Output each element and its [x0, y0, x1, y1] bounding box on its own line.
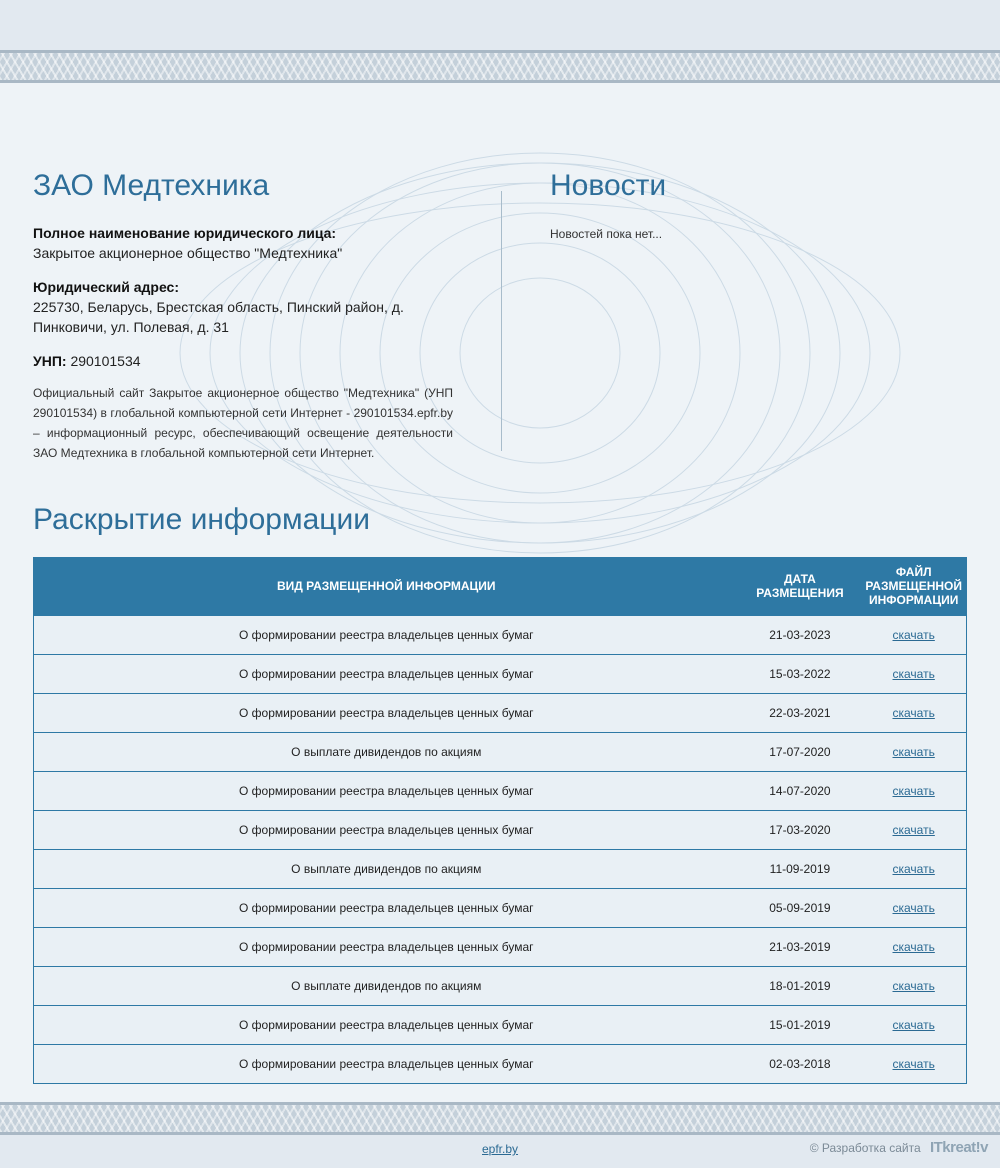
- developer-text: © Разработка сайта: [809, 1141, 921, 1155]
- table-row: [34, 772, 967, 811]
- table-row: [34, 889, 967, 928]
- row-type: О формировании реестра владельцев ценных бумаг: [34, 1045, 739, 1084]
- row-type: О выплате дивидендов по акциям: [34, 967, 739, 1006]
- table-row: [34, 655, 967, 694]
- row-type: О формировании реестра владельцев ценных бумаг: [34, 694, 739, 733]
- download-link[interactable]: скачать: [892, 1057, 935, 1071]
- download-link[interactable]: скачать: [892, 1018, 935, 1032]
- table-row: [34, 694, 967, 733]
- table-row: [34, 850, 967, 889]
- table-row: [34, 967, 967, 1006]
- row-file: [861, 616, 966, 655]
- row-date: 15-01-2019: [739, 1006, 862, 1045]
- footer: [0, 1135, 1000, 1168]
- disclosure-table: [33, 557, 967, 1084]
- download-link[interactable]: скачать: [892, 940, 935, 954]
- download-link[interactable]: скачать: [892, 784, 935, 798]
- disclosure-title: Раскрытие информации: [33, 503, 370, 536]
- row-date: 11-09-2019: [739, 850, 862, 889]
- top-strip: [0, 0, 1000, 50]
- header-file: ФАЙЛ РАЗМЕЩЕННОЙ ИНФОРМАЦИИ: [861, 557, 966, 616]
- row-date: 14-07-2020: [739, 772, 862, 811]
- header-type: ВИД РАЗМЕЩЕННОЙ ИНФОРМАЦИИ: [34, 557, 739, 616]
- row-date: 21-03-2019: [739, 928, 862, 967]
- developer-logo[interactable]: ITkreat!v: [929, 1139, 988, 1156]
- download-link[interactable]: скачать: [892, 745, 935, 759]
- header-date: ДАТА РАЗМЕЩЕНИЯ: [739, 557, 862, 616]
- address-value: 225730, Беларусь, Брестская область, Пинский район, д. Пинковичи, ул. Полевая, д. 31: [33, 299, 404, 335]
- row-date: 18-01-2019: [739, 967, 862, 1006]
- unp-label: УНП:: [33, 353, 67, 369]
- address-field: [33, 277, 453, 337]
- developer-credit: [810, 1139, 988, 1156]
- header-ornament-band: [0, 50, 1000, 83]
- row-type: О выплате дивидендов по акциям: [34, 850, 739, 889]
- row-file: [861, 694, 966, 733]
- row-file: [861, 655, 966, 694]
- disclosure-table-wrap: [33, 557, 967, 1084]
- news-empty-text: Новостей пока нет...: [550, 227, 663, 241]
- news-section: [550, 169, 970, 241]
- row-date: 02-03-2018: [739, 1045, 862, 1084]
- download-link[interactable]: скачать: [892, 862, 935, 876]
- row-file: [861, 928, 966, 967]
- unp-value: 290101534: [70, 353, 141, 369]
- row-type: О формировании реестра владельцев ценных бумаг: [34, 1006, 739, 1045]
- table-row: [34, 616, 967, 655]
- table-body: [34, 616, 967, 1084]
- column-divider: [500, 191, 503, 451]
- row-type: О формировании реестра владельцев ценных бумаг: [34, 655, 739, 694]
- address-label: Юридический адрес:: [33, 279, 179, 295]
- table-row: [34, 928, 967, 967]
- download-link[interactable]: скачать: [892, 901, 935, 915]
- row-type: О формировании реестра владельцев ценных бумаг: [34, 772, 739, 811]
- row-type: О формировании реестра владельцев ценных бумаг: [34, 616, 739, 655]
- fullname-field: [33, 223, 453, 263]
- row-type: О формировании реестра владельцев ценных бумаг: [34, 811, 739, 850]
- row-file: [861, 733, 966, 772]
- row-date: 15-03-2022: [739, 655, 862, 694]
- download-link[interactable]: скачать: [892, 706, 935, 720]
- row-file: [861, 1045, 966, 1084]
- row-type: О формировании реестра владельцев ценных бумаг: [34, 889, 739, 928]
- news-title: Новости: [550, 169, 667, 202]
- download-link[interactable]: скачать: [892, 667, 935, 681]
- row-date: 21-03-2023: [739, 616, 862, 655]
- footer-site-link[interactable]: epfr.by: [482, 1142, 519, 1156]
- company-title: ЗАО Медтехника: [33, 169, 270, 202]
- company-description: Официальный сайт Закрытое акционерное общество "Медтехника" (УНП 290101534) в глобальной компьютерной сети Интернет - 290101534.epfr.by – информационный ресурс, обеспечивающий освещение деятельности ЗАО Медтехника в глобальной компьютерной сети Интернет.: [33, 386, 453, 460]
- fullname-label: Полное наименование юридического лица:: [33, 225, 337, 241]
- row-file: [861, 1006, 966, 1045]
- download-link[interactable]: скачать: [892, 823, 935, 837]
- row-type: О выплате дивидендов по акциям: [34, 733, 739, 772]
- table-row: [34, 811, 967, 850]
- row-file: [861, 772, 966, 811]
- table-row: [34, 733, 967, 772]
- row-date: 17-03-2020: [739, 811, 862, 850]
- row-file: [861, 967, 966, 1006]
- table-row: [34, 1045, 967, 1084]
- main-content: [0, 83, 1000, 1102]
- row-file: [861, 889, 966, 928]
- row-file: [861, 850, 966, 889]
- row-file: [861, 811, 966, 850]
- row-date: 22-03-2021: [739, 694, 862, 733]
- table-header-row: [34, 557, 967, 616]
- row-type: О формировании реестра владельцев ценных бумаг: [34, 928, 739, 967]
- unp-field: [33, 351, 453, 371]
- footer-ornament-band: [0, 1102, 1000, 1135]
- row-date: 17-07-2020: [739, 733, 862, 772]
- table-row: [34, 1006, 967, 1045]
- fullname-value: Закрытое акционерное общество "Медтехника": [33, 245, 343, 261]
- download-link[interactable]: скачать: [892, 628, 935, 642]
- download-link[interactable]: скачать: [892, 979, 935, 993]
- company-info: [33, 169, 453, 463]
- row-date: 05-09-2019: [739, 889, 862, 928]
